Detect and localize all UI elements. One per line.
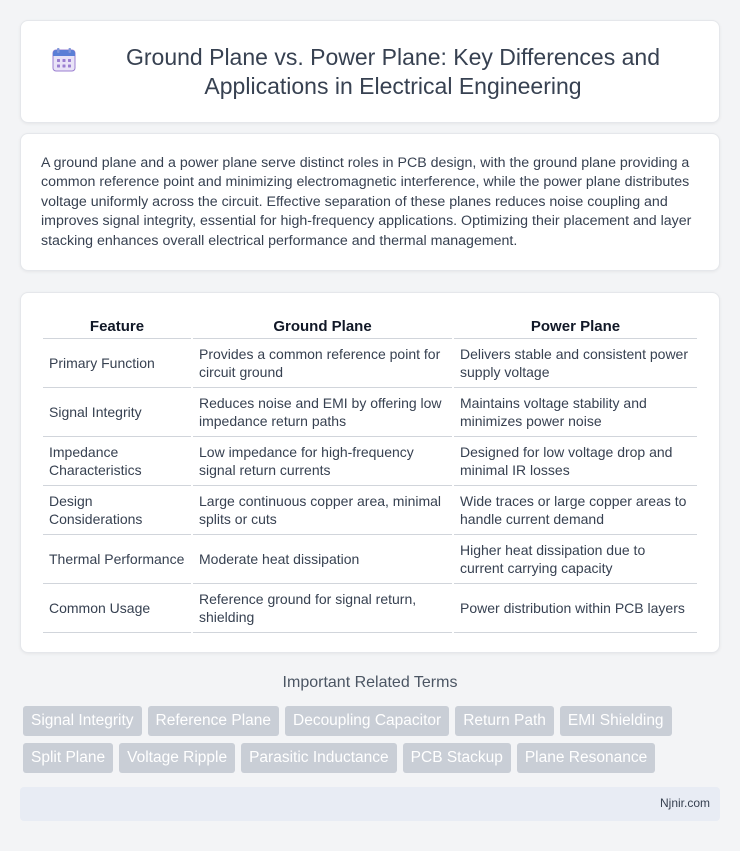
term-tag-emi-shielding[interactable]: EMI Shielding bbox=[560, 706, 672, 736]
feature-cell: Thermal Performance bbox=[43, 535, 191, 584]
power-plane-cell: Designed for low voltage drop and minimal IR losses bbox=[454, 437, 697, 486]
footer-brand[interactable]: Njnir.com bbox=[659, 796, 710, 810]
ground-plane-cell: Moderate heat dissipation bbox=[193, 535, 452, 584]
related-terms-title: Important Related Terms bbox=[282, 674, 458, 691]
table-row bbox=[43, 535, 697, 584]
term-tag-parasitic-inductance[interactable]: Parasitic Inductance bbox=[241, 743, 397, 773]
ground-plane-cell: Reference ground for signal return, shielding bbox=[193, 584, 452, 633]
feature-cell: Common Usage bbox=[43, 584, 191, 633]
table-row bbox=[43, 339, 697, 388]
header-ground-plane: Ground Plane bbox=[193, 313, 452, 339]
power-plane-cell: Maintains voltage stability and minimizes power noise bbox=[454, 388, 697, 437]
term-tag-pcb-stackup[interactable]: PCB Stackup bbox=[403, 743, 511, 773]
term-tag-split-plane[interactable]: Split Plane bbox=[23, 743, 113, 773]
feature-cell: Primary Function bbox=[43, 339, 191, 388]
ground-plane-cell: Reduces noise and EMI by offering low impedance return paths bbox=[193, 388, 452, 437]
ground-plane-cell: Low impedance for high-frequency signal return currents bbox=[193, 437, 452, 486]
power-plane-cell: Wide traces or large copper areas to handle current demand bbox=[454, 486, 697, 535]
feature-cell: Signal Integrity bbox=[43, 388, 191, 437]
header-feature: Feature bbox=[43, 313, 191, 339]
power-plane-cell: Power distribution within PCB layers bbox=[454, 584, 697, 633]
header-power-plane: Power Plane bbox=[454, 313, 697, 339]
page-title: Ground Plane vs. Power Plane: Key Differences and Applications in Electrical Engineering bbox=[126, 43, 660, 99]
table-row bbox=[43, 388, 697, 437]
comparison-table-card bbox=[20, 292, 720, 653]
feature-cell: Design Considerations bbox=[43, 486, 191, 535]
table-row bbox=[43, 584, 697, 633]
comparison-table bbox=[41, 313, 699, 633]
ground-plane-cell: Large continuous copper area, minimal splits or cuts bbox=[193, 486, 452, 535]
title-card bbox=[20, 20, 720, 123]
table-row bbox=[43, 437, 697, 486]
table-header-row bbox=[43, 313, 697, 339]
power-plane-cell: Delivers stable and consistent power supply voltage bbox=[454, 339, 697, 388]
term-tag-return-path[interactable]: Return Path bbox=[455, 706, 554, 736]
table-row bbox=[43, 486, 697, 535]
description-text: A ground plane and a power plane serve distinct roles in PCB design, with the ground plane providing a common reference point and minimizing electromagnetic interference, while the power plane distributes voltage uniformly across the circuit. Effective separation of these planes reduces noise coupling and improves signal integrity, essential for high-frequency applications. Optimizing their placement and layer stacking enhances overall electrical performance and thermal management. bbox=[41, 155, 692, 249]
term-tag-reference-plane[interactable]: Reference Plane bbox=[148, 706, 279, 736]
term-tag-signal-integrity[interactable]: Signal Integrity bbox=[23, 706, 142, 736]
term-tag-voltage-ripple[interactable]: Voltage Ripple bbox=[119, 743, 235, 773]
ground-plane-cell: Provides a common reference point for circuit ground bbox=[193, 339, 452, 388]
power-plane-cell: Higher heat dissipation due to current carrying capacity bbox=[454, 535, 697, 584]
footer bbox=[20, 787, 720, 821]
feature-cell: Impedance Characteristics bbox=[43, 437, 191, 486]
term-tag-plane-resonance[interactable]: Plane Resonance bbox=[517, 743, 655, 773]
description-card bbox=[20, 133, 720, 271]
term-tag-decoupling-capacitor[interactable]: Decoupling Capacitor bbox=[285, 706, 449, 736]
related-terms-list bbox=[23, 706, 723, 773]
calendar-icon bbox=[51, 47, 77, 73]
